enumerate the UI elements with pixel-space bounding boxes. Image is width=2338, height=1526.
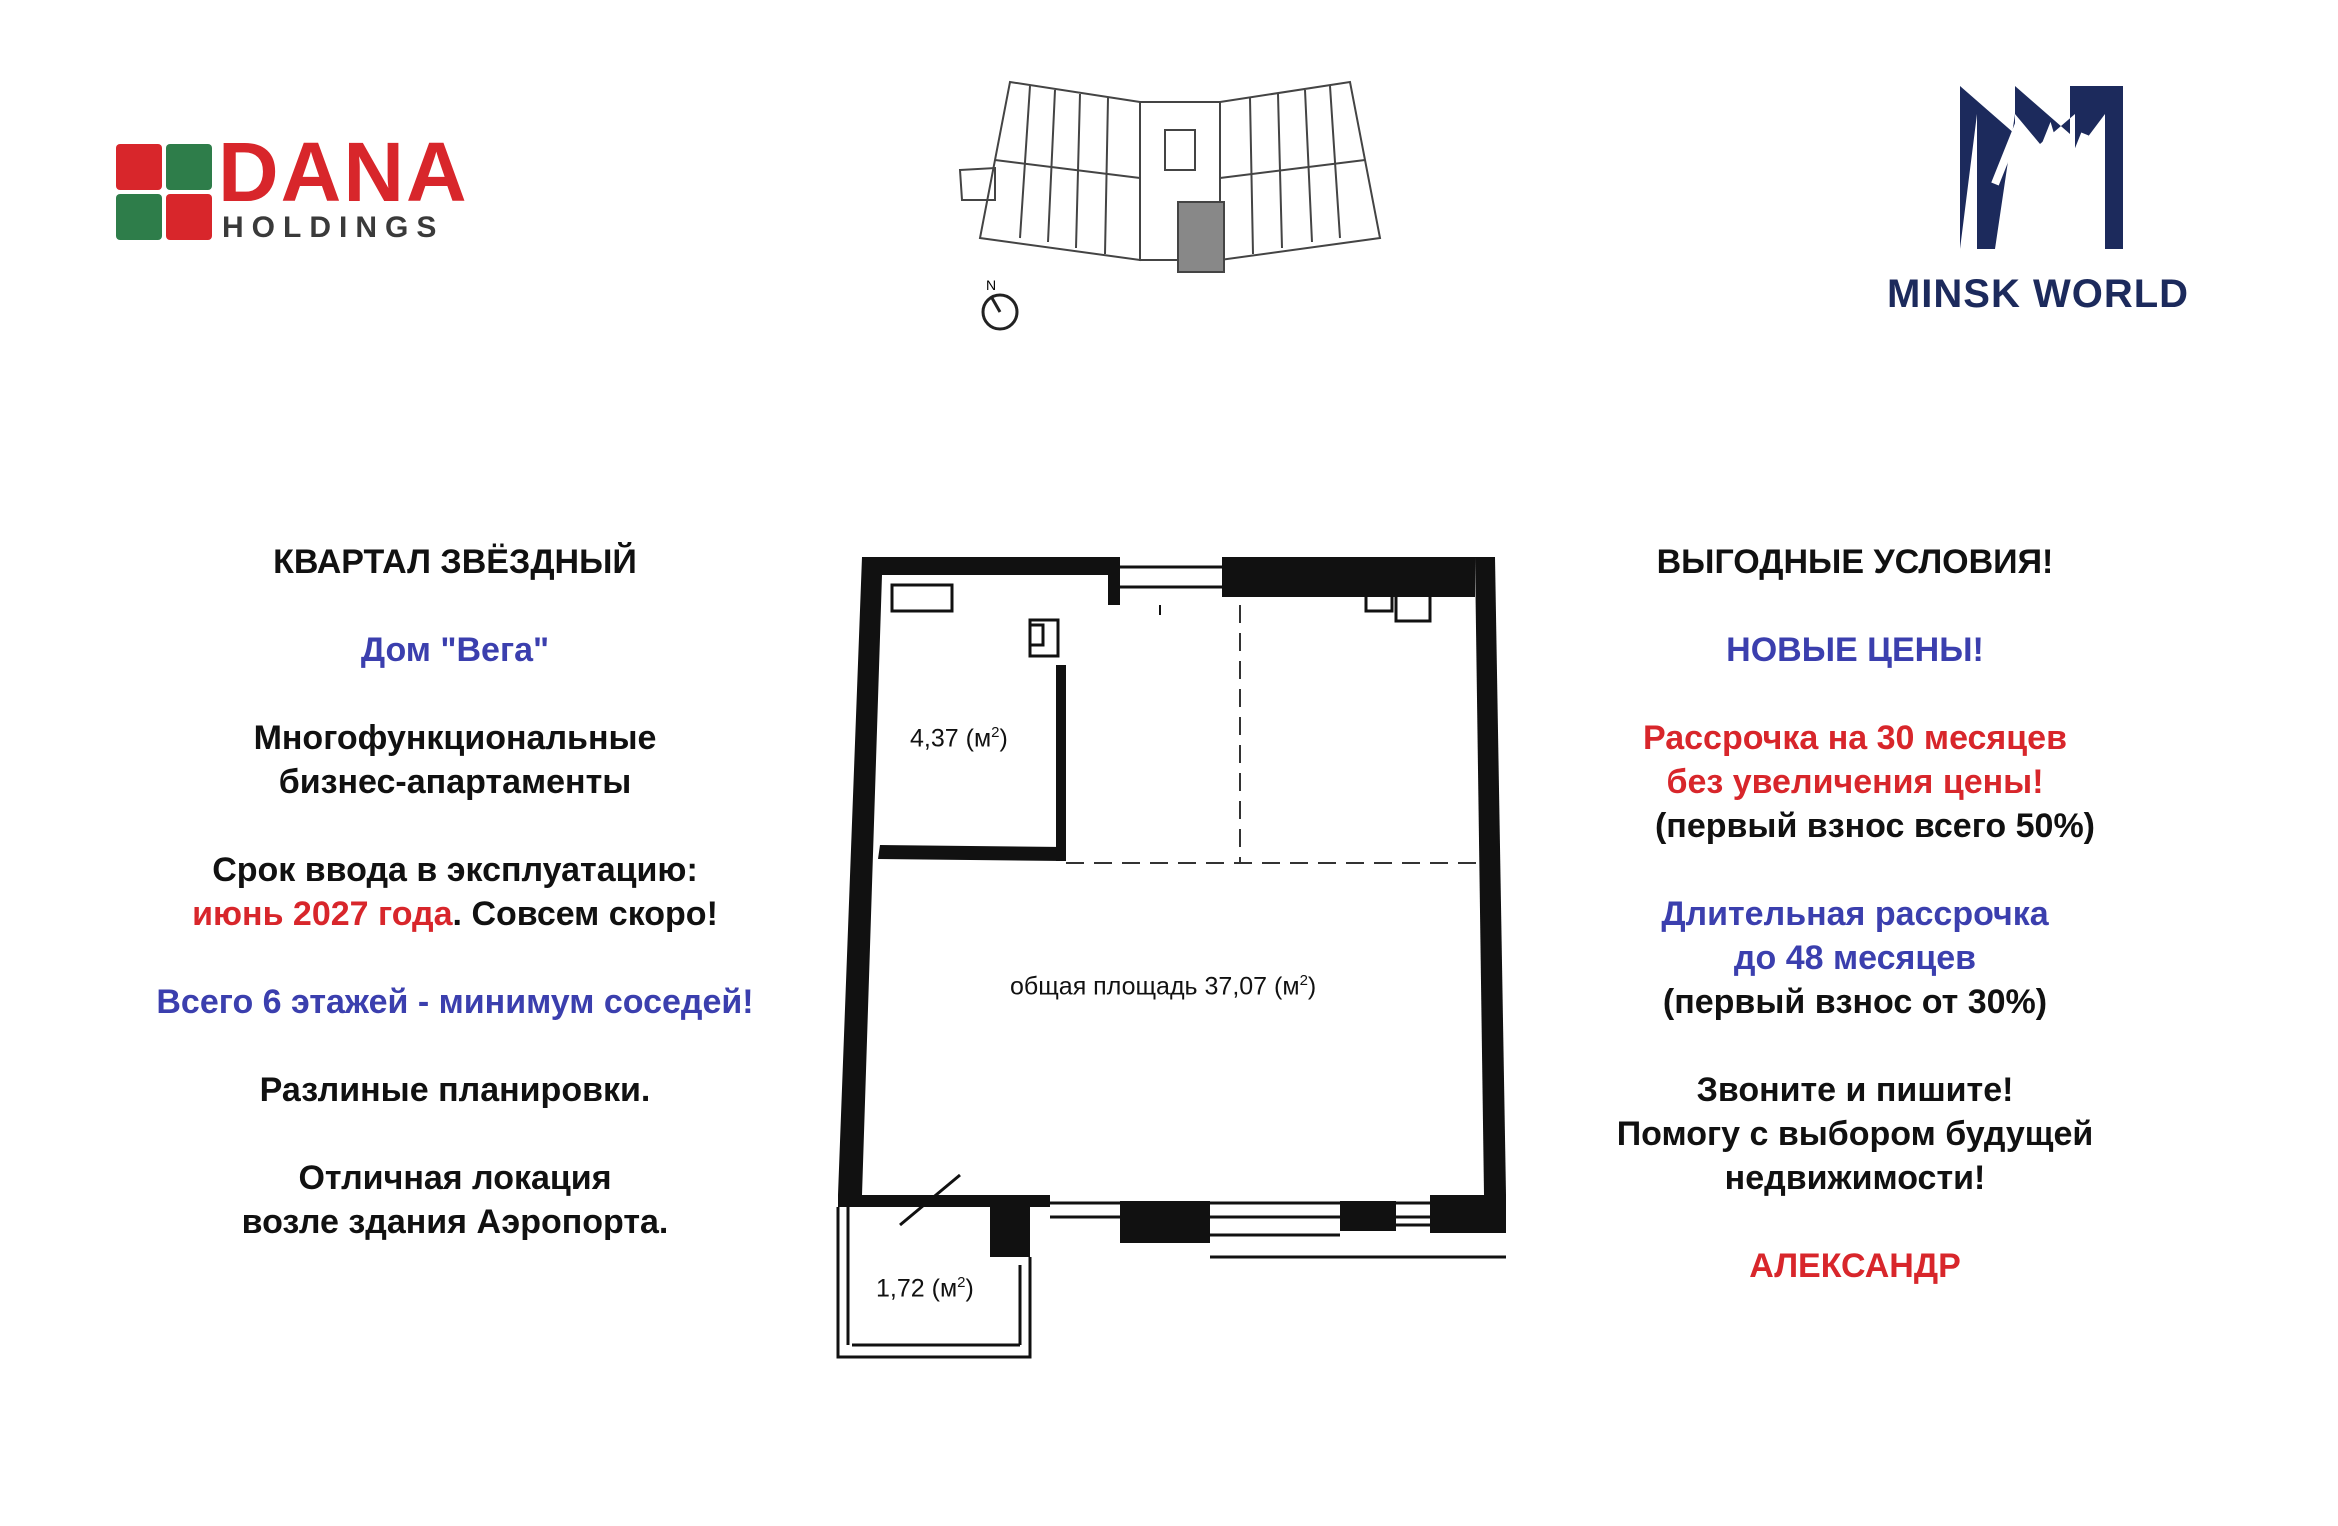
area-unit-sup: 2	[991, 724, 1000, 741]
long-installment-note: (первый взнос от 30%)	[1662, 983, 2048, 1021]
location-line: возле здания Аэропорта.	[241, 1203, 669, 1241]
description-line: Многофункциональные	[253, 719, 657, 757]
description-line: бизнес-апартаменты	[278, 763, 632, 801]
dana-logo-text: DANA	[218, 125, 469, 219]
house-name: Дом "Вега"	[360, 631, 550, 669]
layouts-info: Разлиные планировки.	[259, 1071, 651, 1109]
area-unit-close: )	[999, 724, 1008, 753]
area-value: общая площадь 37,07	[1010, 972, 1268, 1001]
minsk-world-logo-text: MINSK WORLD	[1886, 272, 2190, 316]
logo-square	[166, 194, 212, 240]
logo-square	[116, 144, 162, 190]
offer-title: ВЫГОДНЫЕ УСЛОВИЯ!	[1656, 543, 2054, 581]
bathroom-area-label	[910, 718, 1008, 753]
logo-square	[116, 194, 162, 240]
installment-note: (первый взнос всего 50%)	[1654, 807, 2095, 845]
contact-line: Звоните и пишите!	[1696, 1071, 2014, 1109]
contact-line: недвижимости!	[1724, 1159, 1986, 1197]
right-offer-column	[1545, 540, 2165, 1288]
agent-name: АЛЕКСАНДР	[1749, 1247, 1961, 1285]
completion-date: июнь 2027 года	[192, 895, 453, 933]
long-installment-line: Длительная рассрочка	[1661, 895, 2049, 933]
area-unit: (м	[965, 724, 992, 753]
completion-term-label: Срок ввода в эксплуатацию:	[212, 851, 698, 889]
floors-info: Всего 6 этажей - минимум соседей!	[156, 983, 754, 1021]
compass-label: N	[986, 277, 997, 293]
building-key-plan	[950, 60, 1410, 340]
apartment-floor-plan	[820, 545, 1520, 1365]
area-value: 1,72	[876, 1274, 925, 1303]
area-unit: (м	[1274, 972, 1300, 1001]
area-unit-sup: 2	[1299, 972, 1308, 989]
area-unit: (м	[931, 1274, 958, 1303]
left-info-column	[100, 540, 810, 1244]
area-unit-close: )	[1307, 972, 1317, 1001]
dana-logo-subtitle: HOLDINGS	[222, 211, 445, 244]
completion-term	[100, 892, 810, 936]
selected-unit-marker	[1178, 202, 1224, 272]
area-unit-sup: 2	[957, 1274, 966, 1291]
completion-note: . Совсем скоро!	[452, 895, 718, 933]
long-installment-line: до 48 месяцев	[1733, 939, 1977, 977]
area-value: 4,37	[910, 724, 959, 753]
new-prices: НОВЫЕ ЦЕНЫ!	[1726, 631, 1984, 669]
installment-line: Рассрочка на 30 месяцев	[1643, 719, 2067, 757]
location-line: Отличная локация	[298, 1159, 612, 1197]
contact-line: Помогу с выбором будущей	[1616, 1115, 2094, 1153]
quarter-title: КВАРТАЛ ЗВЁЗДНЫЙ	[273, 543, 637, 581]
minsk-world-logo-mark	[1955, 74, 2125, 254]
logo-square	[166, 144, 212, 190]
area-unit-close: )	[965, 1274, 974, 1303]
balcony-area-label	[876, 1268, 974, 1303]
installment-line: без увеличения цены!	[1666, 763, 2044, 801]
total-area-label	[1010, 966, 1316, 1001]
